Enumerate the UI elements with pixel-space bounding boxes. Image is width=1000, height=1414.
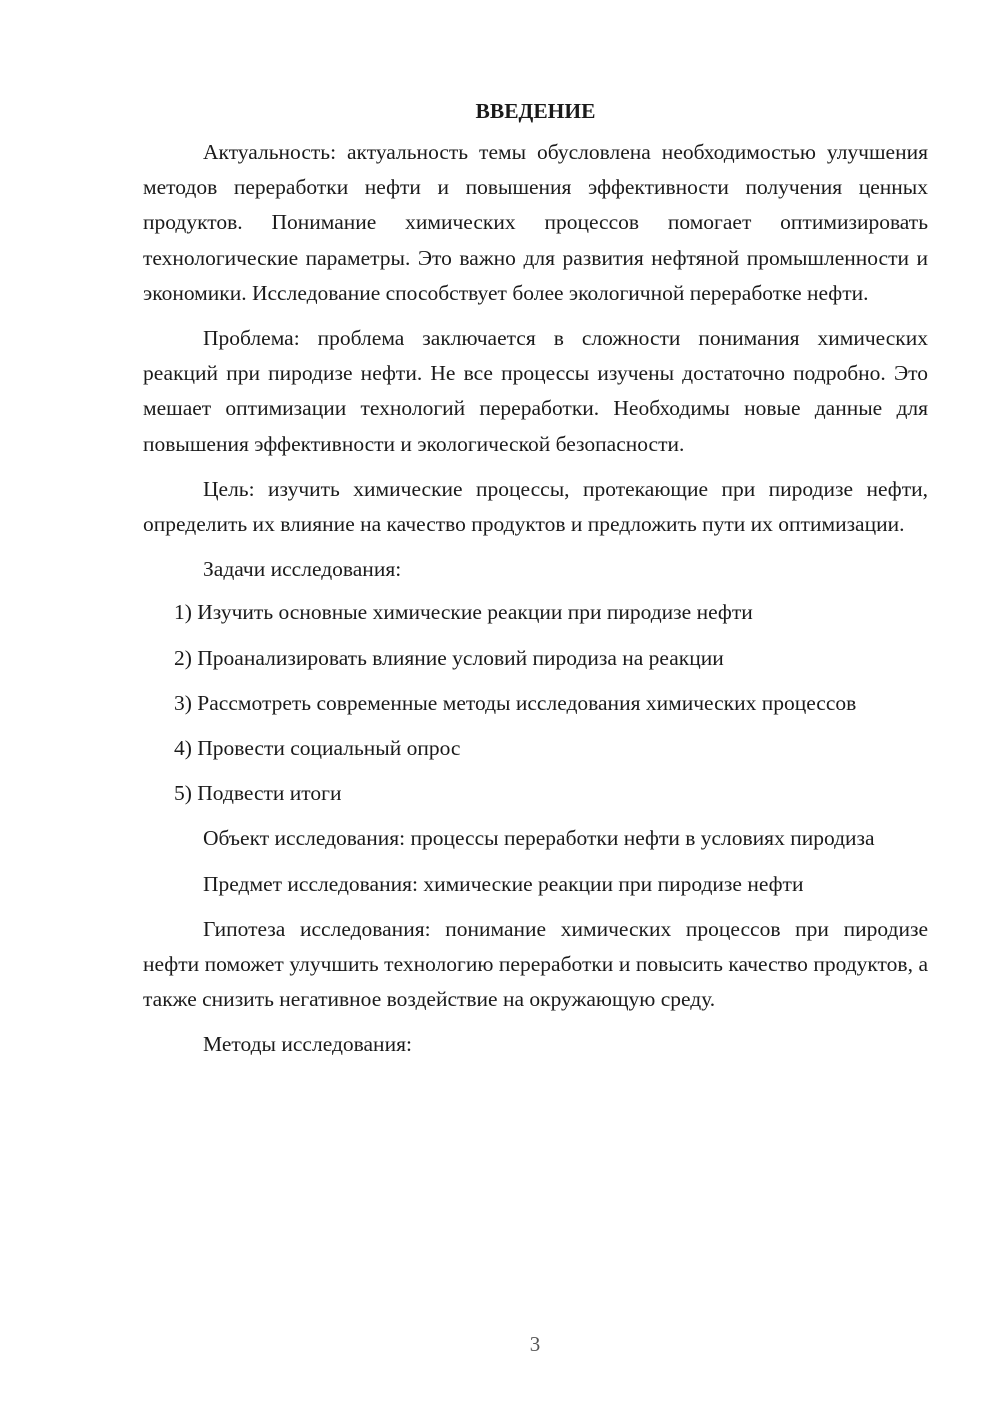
subject-paragraph: Предмет исследования: химические реакции при пиродизе нефти xyxy=(203,871,804,896)
relevance-paragraph: Актуальность: актуальность темы обусловлена необходимостью улучшения методов переработки нефти и повышения эффективности получения ценных продуктов. Понимание химических процессов помогает оптимизировать технологические параметры. Это важно для развития нефтяной промышленности и экономики. Исследование способствует более экологичной переработке нефти. xyxy=(143,140,928,305)
task-item: 1) Изучить основные химические реакции при пиродизе нефти xyxy=(174,600,753,625)
task-item: 4) Провести социальный опрос xyxy=(174,736,461,761)
problem-paragraph: Проблема: проблема заключается в сложности понимания химических реакций при пиродизе нефти. Не все процессы изучены достаточно подробно. Это мешает оптимизации технологий переработки. Необходимы новые данные для повышения эффективности и экологической безопасности. xyxy=(143,326,928,456)
hypothesis-paragraph: Гипотеза исследования: понимание химических процессов при пиродизе нефти поможет улучшить технологию переработки и повысить качество продуктов, а также снизить негативное воздействие на окружающую среду. xyxy=(143,916,928,1012)
object-paragraph: Объект исследования: процессы переработки нефти в условиях пиродиза xyxy=(203,826,875,851)
tasks-heading: Задачи исследования: xyxy=(203,557,402,582)
page-title: ВВЕДЕНИЕ xyxy=(475,99,596,123)
page-content xyxy=(143,94,928,1073)
page-number: 3 xyxy=(529,1332,541,1356)
methods-heading: Методы исследования: xyxy=(203,1032,412,1057)
task-item: 5) Подвести итоги xyxy=(174,781,342,806)
goal-paragraph: Цель: изучить химические процессы, протекающие при пиродизе нефти, определить их влияние на качество продуктов и предложить пути их оптимизации. xyxy=(143,476,928,537)
task-item: 2) Проанализировать влияние условий пиродиза на реакции xyxy=(174,645,724,670)
task-item: 3) Рассмотреть современные методы исследования химических процессов xyxy=(174,690,857,715)
